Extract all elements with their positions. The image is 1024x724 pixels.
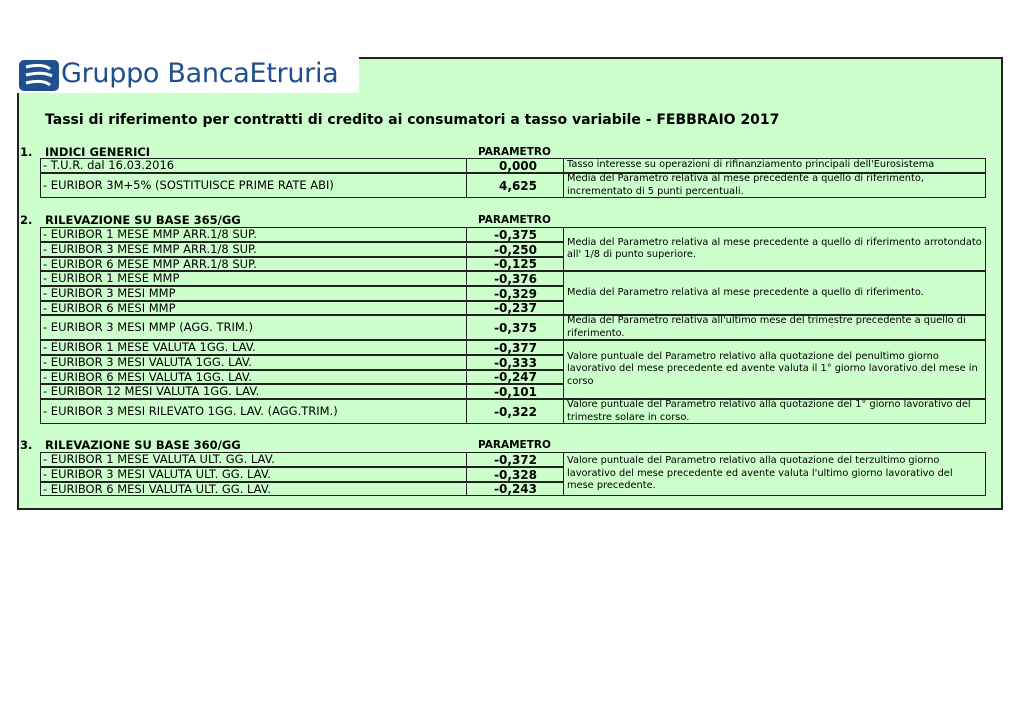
rate-note: Media del Parametro relativa al mese precedente a quello di riferimento, incrementato di 5 punti percentuali. (564, 173, 986, 198)
rate-note: Valore puntuale del Parametro relativo alla quotazione del terzultimo giorno lavorativo del mese precedente ed avente valuta l'ultimo giorno lavorativo del mese precedente. (564, 452, 986, 496)
brand-name: Gruppo BancaEtruria (61, 58, 339, 89)
rate-note: Media del Parametro relativa al mese precedente a quello di riferimento. (564, 271, 986, 315)
rate-name: - EURIBOR 3 MESI RILEVATO 1GG. LAV. (AGG.TRIM.) (40, 399, 467, 424)
section-label: INDICI GENERICI (45, 145, 151, 159)
section-number: 2. (20, 213, 33, 227)
section-label: RILEVAZIONE SU BASE 365/GG (45, 213, 241, 227)
rate-value: -0,125 (467, 257, 564, 271)
rate-value: -0,243 (467, 482, 564, 496)
rate-name: - EURIBOR 6 MESI MMP (40, 301, 467, 315)
rate-value: -0,247 (467, 370, 564, 384)
param-column-header: PARAMETRO (478, 146, 551, 158)
rate-value: -0,333 (467, 355, 564, 370)
rate-value: -0,322 (467, 399, 564, 424)
section-number: 1. (20, 145, 33, 159)
rate-note: Tasso interesse su operazioni di rifinanziamento principali dell'Eurosistema (564, 158, 986, 173)
rate-name: - T.U.R. dal 16.03.2016 (40, 158, 467, 173)
rate-name: - EURIBOR 3 MESE MMP ARR.1/8 SUP. (40, 242, 467, 257)
rate-name: - EURIBOR 6 MESE MMP ARR.1/8 SUP. (40, 257, 467, 271)
section-number: 3. (20, 438, 33, 452)
rate-note: Valore puntuale del Parametro relativo alla quotazione del 1° giorno lavorativo del trimestre solare in corso. (564, 399, 986, 424)
rate-name: - EURIBOR 1 MESE VALUTA ULT. GG. LAV. (40, 452, 467, 467)
rate-name: - EURIBOR 3 MESI VALUTA ULT. GG. LAV. (40, 467, 467, 482)
rate-name: - EURIBOR 12 MESI VALUTA 1GG. LAV. (40, 384, 467, 399)
rate-value: -0,101 (467, 384, 564, 399)
rate-name: - EURIBOR 6 MESI VALUTA ULT. GG. LAV. (40, 482, 467, 496)
rate-value: -0,375 (467, 315, 564, 340)
rate-value: -0,328 (467, 467, 564, 482)
rate-value: 0,000 (467, 158, 564, 173)
rate-value: -0,329 (467, 286, 564, 301)
rate-value: -0,376 (467, 271, 564, 286)
rate-name: - EURIBOR 3 MESI VALUTA 1GG. LAV. (40, 355, 467, 370)
page-title: Tassi di riferimento per contratti di credito ai consumatori a tasso variabile - FEBBRAIO 2017 (45, 112, 780, 128)
rate-note: Media del Parametro relativa all'ultimo mese del trimestre precedente a quello di riferimento. (564, 315, 986, 340)
rate-value: -0,372 (467, 452, 564, 467)
rate-name: - EURIBOR 3 MESI MMP (40, 286, 467, 301)
rate-value: -0,250 (467, 242, 564, 257)
rate-name: - EURIBOR 1 MESE MMP ARR.1/8 SUP. (40, 227, 467, 242)
brand-logo (17, 57, 359, 93)
rate-name: - EURIBOR 3 MESI MMP (AGG. TRIM.) (40, 315, 467, 340)
section-label: RILEVAZIONE SU BASE 360/GG (45, 438, 241, 452)
rate-value: -0,237 (467, 301, 564, 315)
rate-name: - EURIBOR 1 MESE MMP (40, 271, 467, 286)
param-column-header: PARAMETRO (478, 214, 551, 226)
rate-value: 4,625 (467, 173, 564, 198)
bank-logo-icon (19, 60, 59, 91)
rate-name: - EURIBOR 6 MESI VALUTA 1GG. LAV. (40, 370, 467, 384)
rate-name: - EURIBOR 1 MESE VALUTA 1GG. LAV. (40, 340, 467, 355)
rate-value: -0,375 (467, 227, 564, 242)
rate-note: Media del Parametro relativa al mese precedente a quello di riferimento arrotondato all' 1/8 di punto superiore. (564, 227, 986, 271)
rate-name: - EURIBOR 3M+5% (SOSTITUISCE PRIME RATE ABI) (40, 173, 467, 198)
rate-value: -0,377 (467, 340, 564, 355)
param-column-header: PARAMETRO (478, 439, 551, 451)
rate-note: Valore puntuale del Parametro relativo alla quotazione del penultimo giorno lavorativo del mese precedente ed avente valuta il 1° giorno lavorativo del mese in corso (564, 340, 986, 399)
